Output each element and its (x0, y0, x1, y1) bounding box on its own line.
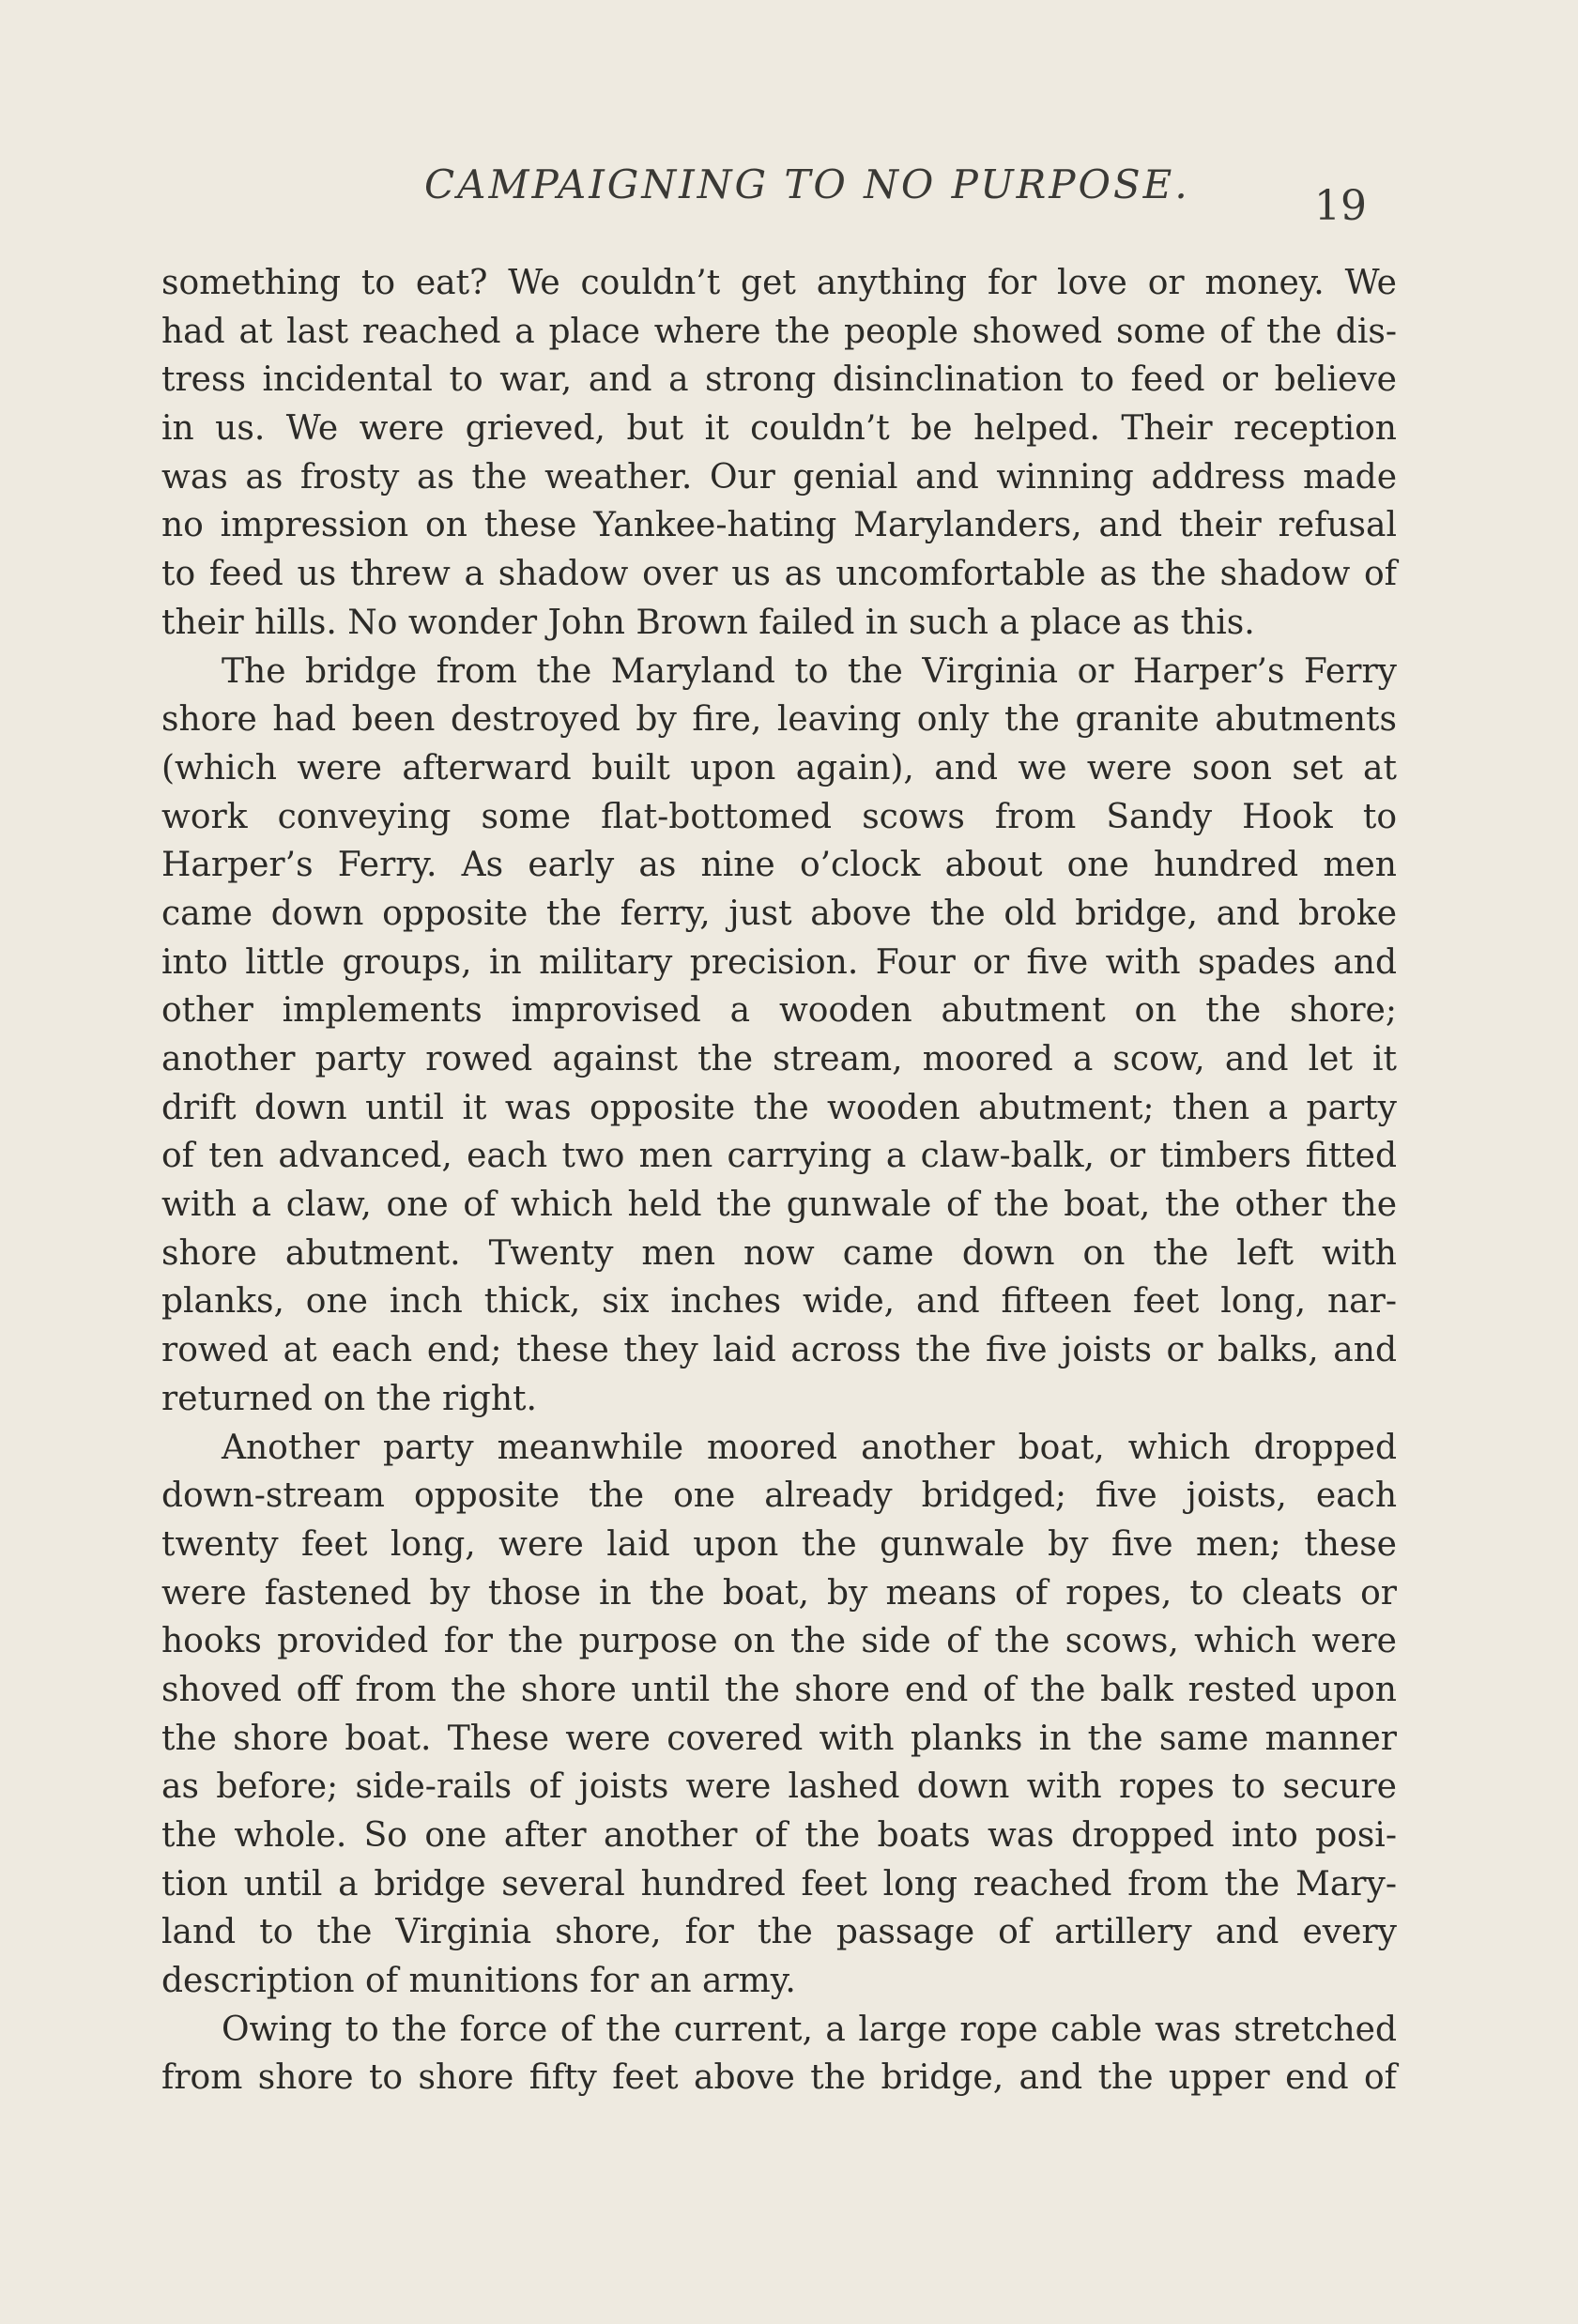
text-line: had at last reached a place where the people showed some of the dis- (161, 312, 1397, 351)
text-line: shoved off from the shore until the shore end of the balk rested upon (161, 1670, 1397, 1709)
text-line: work conveying some flat-bottomed scows from Sandy Hook to (161, 797, 1397, 836)
text-line: hooks provided for the purpose on the side of the scows, which were (161, 1622, 1397, 1661)
text-line: twenty feet long, were laid upon the gunwale by five men; these (161, 1524, 1397, 1564)
text-line: The bridge from the Maryland to the Virginia or Harper’s Ferry (222, 651, 1397, 691)
text-line: Another party meanwhile moored another boat, which dropped (222, 1428, 1397, 1467)
text-line: planks, one inch thick, six inches wide, and fifteen feet long, nar- (161, 1282, 1397, 1322)
running-title: CAMPAIGNING TO NO PURPOSE. (424, 161, 1190, 207)
text-line: their hills. No wonder John Brown failed in such a place as this. (161, 603, 1255, 642)
text-line: Owing to the force of the current, a large rope cable was stretched (222, 2010, 1397, 2049)
text-line: something to eat? We couldn’t get anything for love or money. We (161, 264, 1397, 302)
text-line: the whole. So one after another of the boats was dropped into posi- (161, 1816, 1397, 1855)
text-line: with a claw, one of which held the gunwale of the boat, the other the (161, 1185, 1397, 1225)
text-line: other implements improvised a wooden abutment on the shore; (161, 991, 1397, 1031)
text-line: was as frosty as the weather. Our genial and winning address made (161, 457, 1397, 497)
text-line: returned on the right. (161, 1379, 537, 1418)
page-number: 19 (1314, 182, 1367, 230)
text-line: were fastened by those in the boat, by means of ropes, to cleats or (161, 1573, 1397, 1613)
body-text (161, 259, 1397, 2102)
text-line: from shore to shore fifty feet above the bridge, and the upper end of (161, 2058, 1397, 2098)
text-line: came down opposite the ferry, just above the old bridge, and broke (161, 894, 1397, 933)
text-line: tress incidental to war, and a strong disinclination to feed or believe (161, 360, 1397, 400)
text-line: shore abutment. Twenty men now came down on the left with (161, 1233, 1397, 1273)
text-line: into little groups, in military precision. Four or five with spades and (161, 942, 1397, 982)
text-line: Harper’s Ferry. As early as nine o’clock about one hundred men (161, 846, 1397, 885)
text-line: shore had been destroyed by fire, leaving only the granite abutments (161, 700, 1397, 740)
text-line: no impression on these Yankee-hating Marylanders, and their refusal (161, 506, 1397, 545)
text-line: another party rowed against the stream, moored a scow, and let it (161, 1040, 1397, 1078)
running-head (0, 161, 1578, 230)
text-line: tion until a bridge several hundred feet long reached from the Mary- (161, 1864, 1397, 1904)
text-line: down-stream opposite the one already bridged; five joists, each (161, 1476, 1397, 1516)
text-line: land to the Virginia shore, for the passage of artillery and every (161, 1913, 1397, 1952)
text-line: in us. We were grieved, but it couldn’t be helped. Their reception (161, 409, 1397, 449)
text-line: (which were afterward built upon again), and we were soon set at (161, 748, 1397, 787)
text-line: the shore boat. These were covered with planks in the same manner (161, 1719, 1397, 1758)
text-line: description of munitions for an army. (161, 1962, 796, 2001)
text-line: of ten advanced, each two men carrying a claw-balk, or timbers fitted (161, 1137, 1397, 1176)
text-line: rowed at each end; these they laid across the five joists or balks, and (161, 1331, 1397, 1370)
text-line: to feed us threw a shadow over us as uncomfortable as the shadow of (161, 555, 1397, 594)
text-line: as before; side-rails of joists were lashed down with ropes to secure (161, 1767, 1397, 1807)
text-line: drift down until it was opposite the wooden abutment; then a party (161, 1088, 1397, 1127)
